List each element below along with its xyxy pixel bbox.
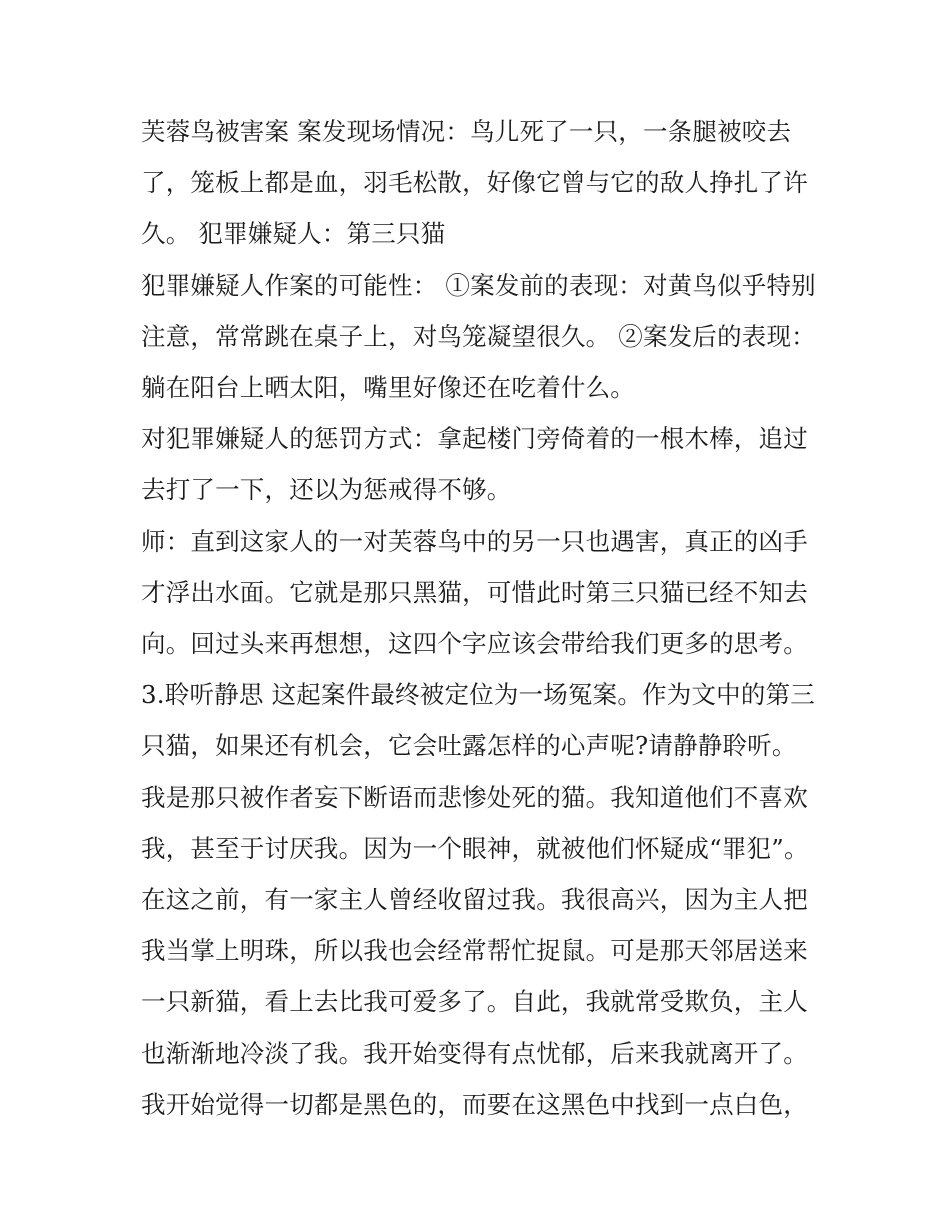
document-body bbox=[141, 106, 821, 1130]
paragraph-cat-monologue: 我是那只被作者妄下断语而悲惨处死的猫。我知道他们不喜欢我，甚至于讨厌我。因为一个眼神，就被他们怀疑成“罪犯”。在这之前，有一家主人曾经收留过我。我很高兴，因为主人把我当掌上明珠，所以我也会经常帮忙捉鼠。可是那天邻居送来一只新猫，看上去比我可爱多了。自此，我就常受欺负，主人也渐渐地冷淡了我。我开始变得有点忧郁，后来我就离开了。 bbox=[141, 782, 809, 1068]
paragraph-suspect-possibility: 犯罪嫌疑人作案的可能性： ①案发前的表现：对黄鸟似乎特别注意，常常跳在桌子上，对鸟笼凝望很久。 ②案发后的表现：躺在阳台上晒太阳，嘴里好像还在吃着什么。 bbox=[141, 270, 816, 403]
paragraph-teacher: 师：直到这家人的一对芙蓉鸟中的另一只也遇害，真正的凶手才浮出水面。它就是那只黑猫，可惜此时第三只猫已经不知去向。回过头来再想想，这四个字应该会带给我们更多的思考。 bbox=[141, 526, 808, 659]
paragraph-case-scene: 芙蓉鸟被害案 案发现场情况：鸟儿死了一只，一条腿被咬去了，笼板上都是血，羽毛松散，好像它曾与它的敌人挣扎了许久。 犯罪嫌疑人：第三只猫 bbox=[141, 117, 808, 249]
paragraph-punishment: 对犯罪嫌疑人的惩罚方式：拿起楼门旁倚着的一根木棒，追过去打了一下，还以为惩戒得不够。 bbox=[141, 424, 808, 505]
paragraph-cat-monologue-continued: 我开始觉得一切都是黑色的，而要在这黑色中找到一点白色， bbox=[141, 1089, 808, 1119]
paragraph-listen-reflect: 3.聆听静思 这起案件最终被定位为一场冤案。作为文中的第三只猫，如果还有机会，它会吐露怎样的心声呢?请静静聆听。 bbox=[141, 680, 815, 761]
